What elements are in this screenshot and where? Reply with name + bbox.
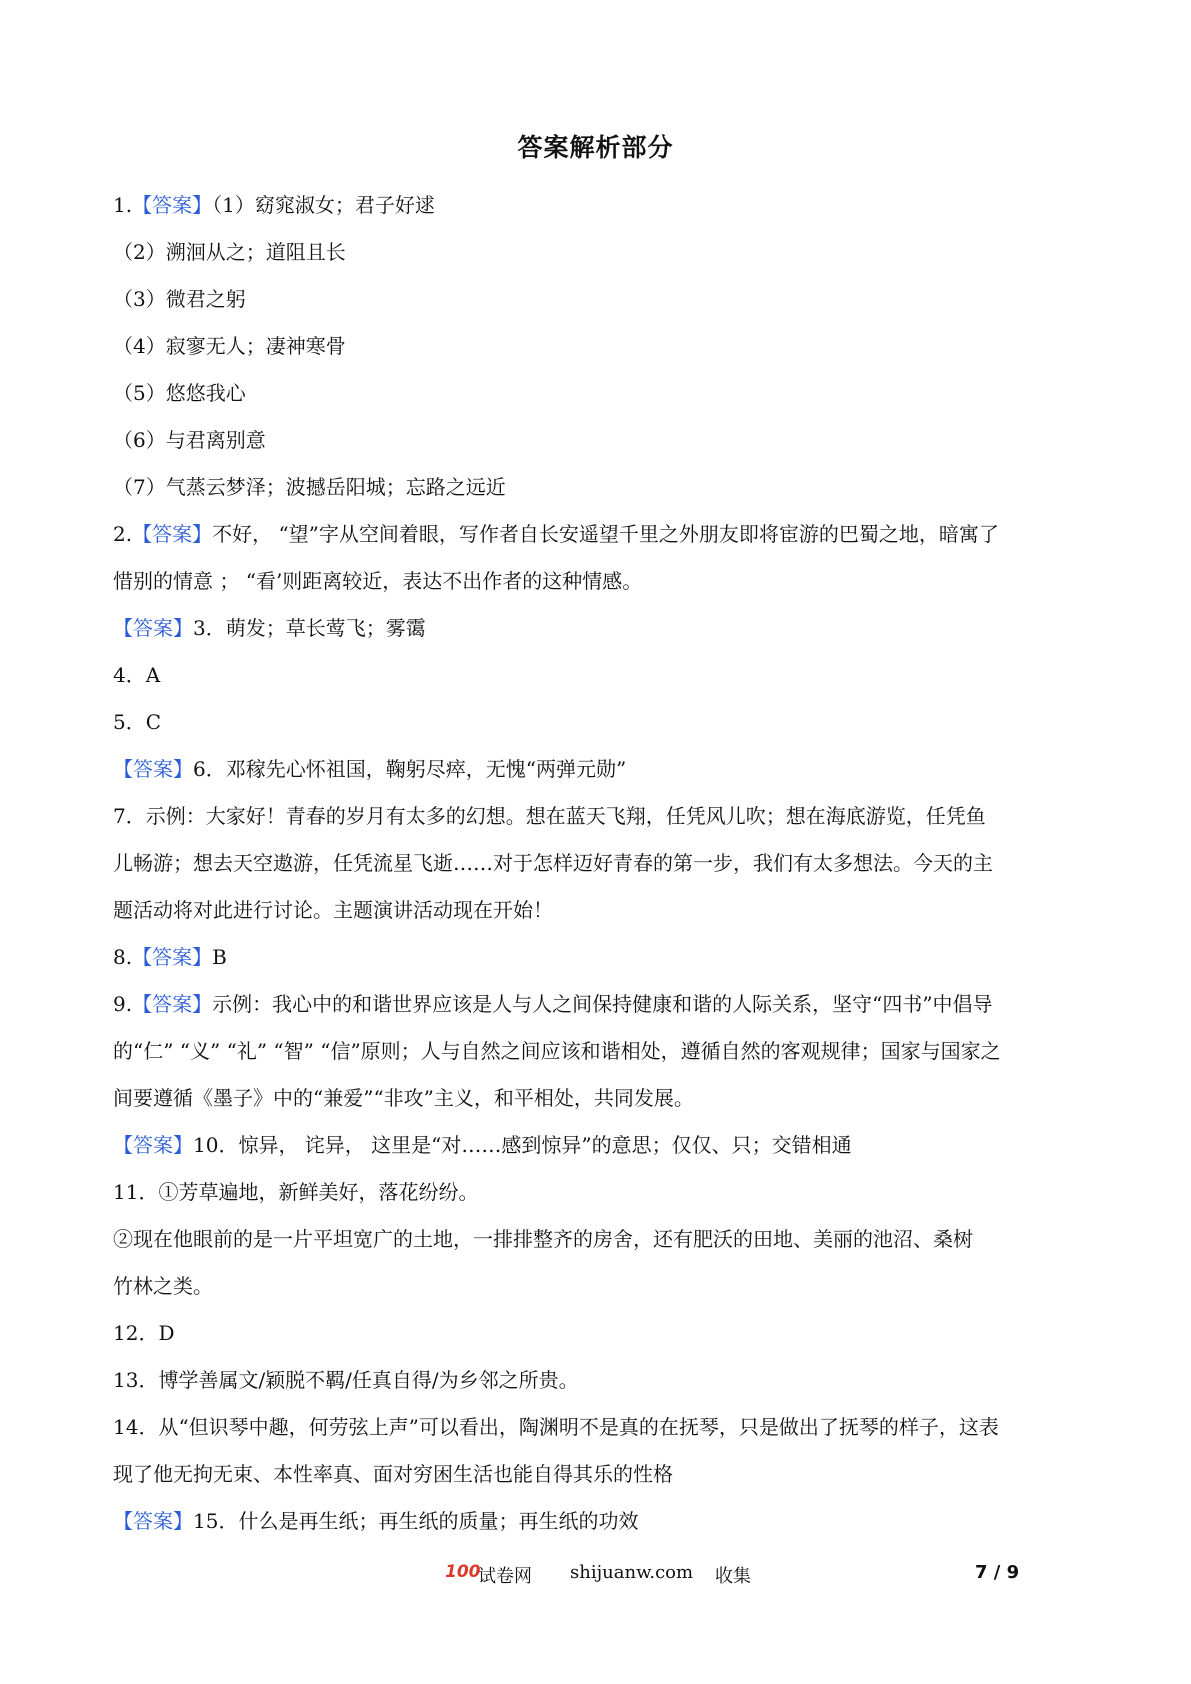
answer-line-3: （3）微君之躬 [113,287,246,311]
answer-line-7: （7）气蒸云梦泽；波撼岳阳城；忘路之远近 [113,475,506,499]
answer-line-5: （5）悠悠我心 [113,381,246,405]
answer-line-8: 2.【答案】不好， “望”字从空间着眼，写作者自长安遥望千里之外朋友即将宦游的巴蜀之地，暗寓了 [113,522,999,546]
answer-tag: 【答案】 [113,616,193,640]
footer-site-name: 试卷网 [478,1566,532,1587]
page-footer [0,1560,1191,1590]
answer-line-24: 竹林之类。 [113,1274,213,1298]
site-logo: 100 [445,1562,481,1582]
answer-line-19: 的“仁” “义” “礼” “智” “信”原则；人与自然之间应该和谐相处，遵循自然的客观规律；国家与国家之 [113,1039,1001,1063]
answer-line-20: 间要遵循《墨子》中的“兼爱”“非攻”主义，和平相处，共同发展。 [113,1086,694,1110]
answer-line-29: 【答案】15．什么是再生纸；再生纸的质量；再生纸的功效 [113,1509,639,1533]
answer-tag: 【答案】 [113,1509,193,1533]
answer-line-17: 8.【答案】B [113,945,227,969]
answer-line-4: （4）寂寥无人；凄神寒骨 [113,334,346,358]
footer-collect: 收集 [715,1566,751,1587]
answer-tag: 【答案】 [113,1133,193,1157]
answer-line-1: 1.【答案】（1）窈窕淑女；君子好逑 [113,193,435,217]
answer-tag: 【答案】 [132,193,213,217]
answer-line-18: 9.【答案】示例：我心中的和谐世界应该是人与人之间保持健康和谐的人际关系，坚守“四书”中倡导 [113,992,993,1016]
answer-tag: 【答案】 [132,522,213,546]
answer-line-11: 4．A [113,663,161,687]
answer-tag: 【答案】 [132,992,213,1016]
answer-line-26: 13．博学善属文/颖脱不羁/任真自得/为乡邻之所贵。 [113,1368,579,1392]
answer-line-21: 【答案】10．惊异， 诧异， 这里是“对……感到惊异”的意思；仅仅、只；交错相通 [113,1133,852,1157]
answer-line-9: 惜别的情意 ； “看’则距离较近，表达不出作者的这种情感。 [113,569,643,593]
answer-line-13: 【答案】6．邓稼先心怀祖国，鞠躬尽瘁，无愧“两弹元勋” [113,757,627,781]
answer-line-22: 11．①芳草遍地，新鲜美好，落花纷纷。 [113,1180,479,1204]
page-number: 7 / 9 [975,1562,1020,1583]
page-title: 答案解析部分 [517,133,674,162]
answer-line-23: ②现在他眼前的是一片平坦宽广的土地，一排排整齐的房舍，还有肥沃的田地、美丽的池沼、桑树 [113,1227,973,1251]
answer-line-16: 题活动将对此进行讨论。主题演讲活动现在开始！ [113,898,553,922]
answer-content [113,182,1083,1545]
answer-tag: 【答案】 [113,757,193,781]
answer-line-12: 5．C [113,710,162,734]
answer-line-27: 14．从“但识琴中趣，何劳弦上声”可以看出，陶渊明不是真的在抚琴，只是做出了抚琴的样子，这表 [113,1415,999,1439]
answer-line-25: 12．D [113,1321,175,1345]
answer-line-6: （6）与君离别意 [113,428,266,452]
answer-line-14: 7．示例：大家好！青春的岁月有太多的幻想。想在蓝天飞翔，任凭风儿吹；想在海底游览，任凭鱼 [113,804,986,828]
answer-line-10: 【答案】3．萌发；草长莺飞；雾霭 [113,616,426,640]
answer-line-15: 儿畅游；想去天空遨游，任凭流星飞逝……对于怎样迈好青春的第一步，我们有太多想法。今天的主 [113,851,993,875]
footer-url: shijuanw.com [570,1562,694,1583]
answer-tag: 【答案】 [132,945,213,969]
answer-line-28: 现了他无拘无束、本性率真、面对穷困生活也能自得其乐的性格 [113,1462,673,1486]
answer-line-2: （2）溯洄从之；道阻且长 [113,240,346,264]
